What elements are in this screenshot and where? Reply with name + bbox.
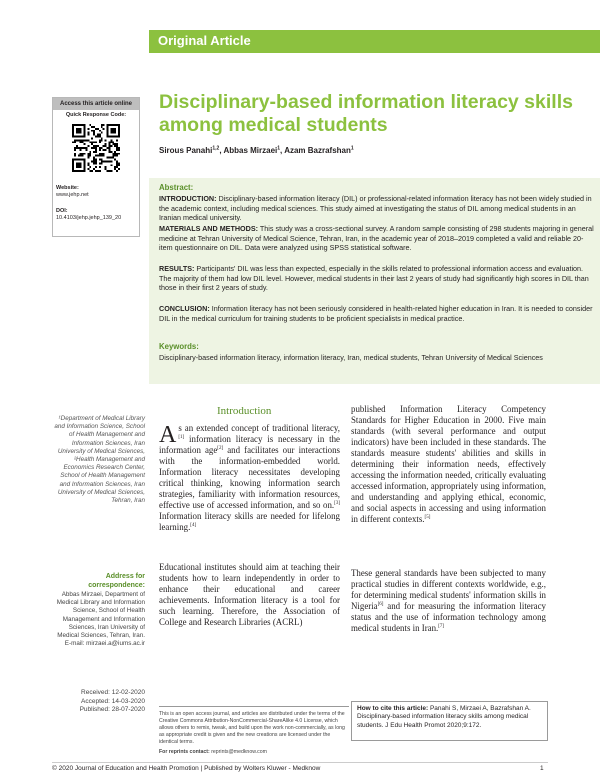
footer-divider xyxy=(52,762,548,763)
intro-paragraph-1: As an extended concept of traditional literacy,[1] information literacy is necessary in the information age[2] and facilitates our interactions with the information-embedded world. Information literacy necessitates developing critical thinking, knowing information search strategies, familiarity with information resources, effective use of accessed information, and so on.[3] Information literacy skills are needed for lifelong learning.[4] xyxy=(159,422,340,532)
abstract-methods: MATERIALS AND METHODS: This study was a cross-sectional survey. A random sample consisting of 298 students majoring in general medicine at Tehran University of Medical Science, Tehran, Iran, in the academic year of 2018–2019 completed a valid and reliable 20-item questionnaire on DIL. Data were analyzed using SPSS statistical software. xyxy=(159,224,594,253)
intro-paragraph-2: Educational institutes should aim at teaching their students how to learn independently in order to enhance their educational and career achievements. Information literacy is a tool for such learning. Therefore, the Association of College and Research Libraries (ACRL) xyxy=(159,562,340,627)
keywords-label: Keywords: xyxy=(159,342,199,351)
date-published: Published: 28-07-2020 xyxy=(79,706,145,713)
doi-link[interactable]: 10.4103/jehp.jehp_139_20 xyxy=(56,215,122,221)
date-received: Received: 12-02-2020 xyxy=(81,689,145,696)
article-dates xyxy=(50,689,145,715)
drop-cap: A xyxy=(159,422,177,448)
reprints-email[interactable]: reprints@medknow.com xyxy=(211,749,267,755)
article-title: Disciplinary-based information literacy skills among medical students xyxy=(159,91,573,136)
keywords-list: Disciplinary-based information literacy, information literacy, Iran, medical students, Tehran University of Medical Sciences xyxy=(159,353,543,362)
intro-paragraph-3: published Information Literacy Competency Standards for Higher Education in 2000. Five main standards (with several performance and output indicators) have been included in these standards. The standards measure students' abilities and skills in determining their information needs, effectively accessing the information needed, critically evaluating accessed information, appropriately using information, and understanding and applying ethical, economic, and social aspects in accessing and using information in different contexts.[5] xyxy=(351,404,546,524)
footer-text: © 2020 Journal of Education and Health Promotion | Published by Wolters Kluwer - Medknow xyxy=(52,765,321,772)
abstract-introduction: INTRODUCTION: Disciplinary-based information literacy (DIL) or professional-related information literacy has not been widely studied in the academic context, including medical sciences. This study aimed at investigating the status of DIL among medical students in an Iranian medical university. xyxy=(159,194,592,223)
doi-block xyxy=(56,208,121,222)
citation-ref[interactable]: [5] xyxy=(424,515,431,521)
author-3-affil: 1 xyxy=(350,145,354,152)
author-1-affil: 1,2 xyxy=(212,145,220,152)
abstract-label: Abstract: xyxy=(159,183,194,192)
author-list: Sirous Panahi$^{1,2}$, Abbas Mirzaei$^1$, Azam Bazrafshan$^1$ xyxy=(159,145,354,155)
correspondence-address: Abbas Mirzaei, Department of Medical Library and Information Science, School of Health Management and Information Sciences, Iran University of Medical Sciences, Tehran, Iran. E-mail: mirzaei.a@iums.ac.ir xyxy=(56,591,145,648)
introduction-heading: Introduction xyxy=(217,405,272,417)
reprints-contact: For reprints contact: reprints@medknow.com xyxy=(159,749,267,755)
section-header-bar xyxy=(149,30,600,53)
website-label: Website: xyxy=(56,185,79,191)
abstract-box xyxy=(149,178,600,384)
license-note: This is an open access journal, and articles are distributed under the terms of the Creative Commons Attribution-NonCommercial-ShareAlike 4.0 License, which allows others to remix, tweak, and build upon the work non-commercially, as long as appropriate credit is given and the new creations are licensed under the identical terms. xyxy=(159,706,349,746)
page-number: 1 xyxy=(540,765,544,772)
website-link[interactable]: www.jehp.net xyxy=(56,192,89,198)
abstract-results: RESULTS: Participants' DIL was less than expected, especially in the skills related to professional information access and evaluation. The majority of them had low DIL level. However, medical students in their last 2 years of study had significantly high scores in DIL than those in their first 2 years of study. xyxy=(159,264,589,293)
qr-code-icon[interactable] xyxy=(72,124,120,172)
doi-label: DOI: xyxy=(56,208,68,214)
citation-ref[interactable]: [7] xyxy=(438,624,445,630)
correspondence-heading: Address for correspondence: xyxy=(88,573,145,589)
intro-paragraph-4: These general standards have been subjected to many practical studies in different contexts worldwide, e.g., for determining medical students' information skills in Nigeria[6] and for measuring the information literacy status and the use of information technology among medical students in Iran.[7] xyxy=(351,568,546,633)
author-3: Azam Bazrafshan xyxy=(284,146,351,155)
citation-ref[interactable]: [3] xyxy=(334,501,340,507)
section-label: Original Article xyxy=(158,33,251,48)
citation-ref[interactable]: [1] xyxy=(178,435,185,441)
citation-ref[interactable]: [2] xyxy=(217,446,224,452)
website-block xyxy=(56,185,89,199)
author-1: Sirous Panahi xyxy=(159,146,213,155)
citation-ref[interactable]: [4] xyxy=(190,523,197,529)
affiliations: ¹Department of Medical Library and Information Science, School of Health Management and Information Sciences, Iran University of Medical Sciences, ²Health Management and Economics Research Center, School of Health Management and Information Sciences, Iran University of Medical Sciences, Tehran, Iran xyxy=(54,415,145,505)
author-2: Abbas Mirzaei xyxy=(223,146,278,155)
abstract-conclusion: CONCLUSION: Information literacy has not been seriously considered in health-related higher education in Iran. It is needed to consider DIL in the medical curriculum for training students to be proficient specialists in medical practice. xyxy=(159,304,593,323)
author-2-affil: 1 xyxy=(277,145,281,152)
access-heading: Access this article online xyxy=(53,98,139,110)
qr-label: Quick Response Code: xyxy=(65,112,127,118)
date-accepted: Accepted: 14-03-2020 xyxy=(81,697,145,705)
citation-ref[interactable]: [6] xyxy=(377,602,384,608)
how-to-cite-box: How to cite this article: Panahi S, Mirzaei A, Bazrafshan A. Disciplinary-based information literacy skills among medical students. J Edu Health Promot 2020;9:172. xyxy=(351,701,548,741)
access-box xyxy=(52,97,140,237)
